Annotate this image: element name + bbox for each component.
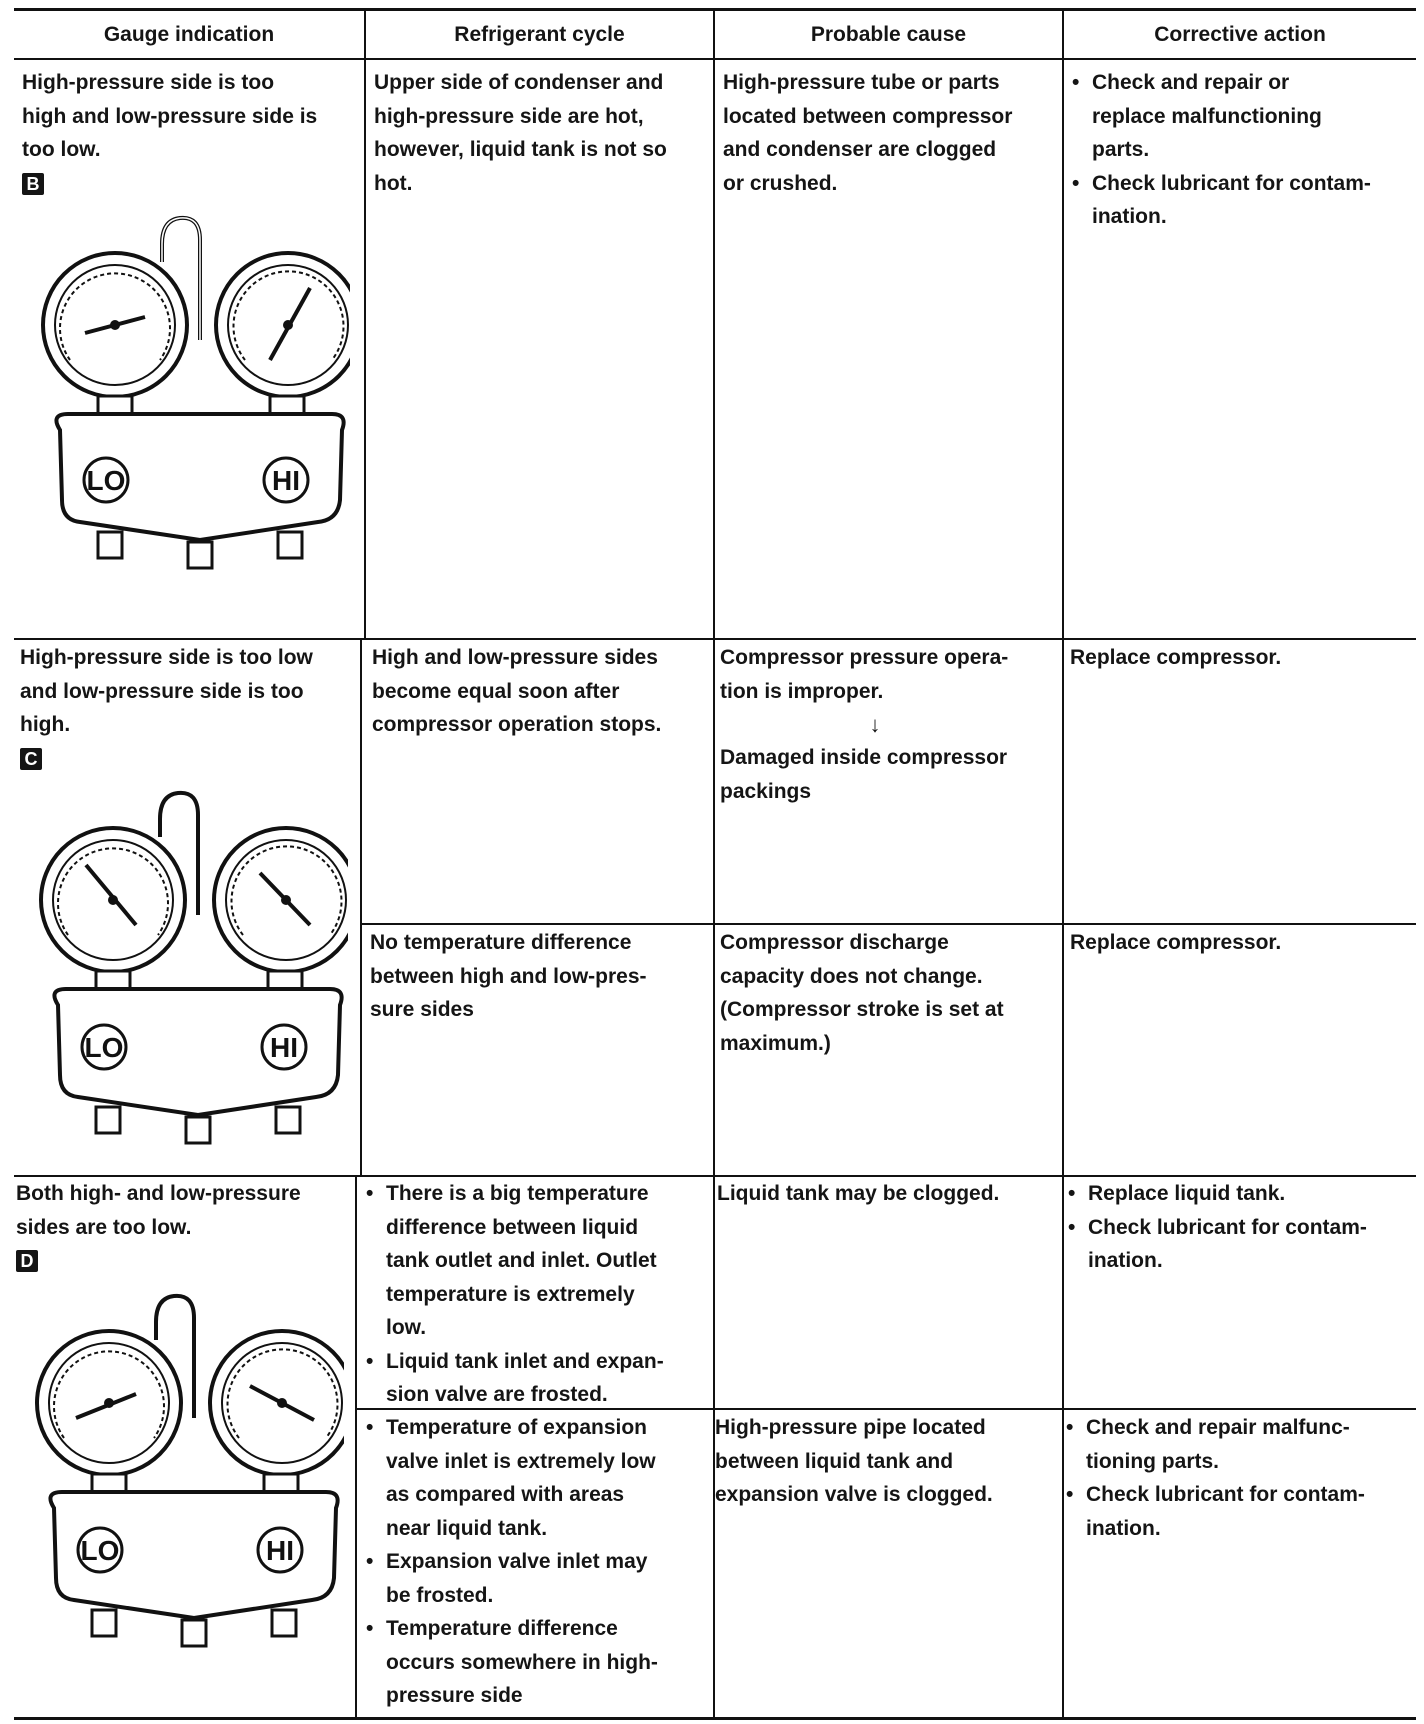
bullet-item: • Check lubricant for contam- ination. [1070, 167, 1371, 234]
text-line: tion is improper. [720, 679, 884, 703]
row-c-action-2 [1070, 926, 1281, 960]
subrow-divider-c [362, 923, 1416, 925]
header-probable-cause: Probable cause [810, 23, 967, 46]
row-d-cycle-2 [364, 1411, 658, 1713]
text-line: hot. [374, 171, 413, 195]
text-line: too low. [22, 138, 101, 161]
text-line: valve inlet is extremely low [386, 1449, 656, 1473]
row-c-action-1 [1070, 641, 1281, 675]
text-line: occurs somewhere in high- [386, 1650, 658, 1674]
row-b-refrigerant-cycle [374, 66, 667, 200]
text-line: Both high- and low-pressure [16, 1182, 301, 1205]
row-c-cause-2 [720, 926, 1004, 1060]
text-line: sion valve are frosted. [386, 1383, 608, 1406]
text-line: located between compressor [723, 104, 1013, 128]
header-gauge-indication: Gauge indication [103, 23, 275, 46]
row-c-cause-1 [720, 641, 1030, 808]
bullet-item: • Check lubricant for contam- ination. [1066, 1211, 1367, 1278]
hi-label: HI [270, 1032, 298, 1063]
text-line: ination. [1088, 1249, 1163, 1272]
text-line: tioning parts. [1086, 1449, 1219, 1473]
row-c-cycle-2 [370, 926, 647, 1027]
text-line: near liquid tank. [386, 1516, 548, 1540]
lo-label: LO [80, 1535, 120, 1566]
text-line: High-pressure tube or parts [723, 71, 1000, 94]
text-line: Temperature of expansion [386, 1416, 648, 1439]
text-line: high and low-pressure side is [22, 104, 318, 128]
text-line: capacity does not change. [720, 964, 983, 988]
text-line: packings [720, 779, 812, 803]
text-line: High-pressure side is too low [20, 646, 313, 669]
text-line: between high and low-pres- [370, 964, 647, 988]
bullet-item: • Check and repair or replace malfunctioning parts. [1070, 66, 1371, 167]
bullet-item: • Replace liquid tank. [1066, 1177, 1367, 1211]
text-line: Damaged inside compressor [720, 746, 1008, 769]
row-c-gauge-indication [20, 641, 313, 775]
table-top-border [14, 8, 1416, 11]
bullet-item: • Check and repair malfunc- tioning parts. [1064, 1411, 1365, 1478]
row-d-cycle-1 [364, 1177, 664, 1412]
header-divider [14, 58, 1416, 60]
text-line: expansion valve is clogged. [715, 1483, 993, 1506]
text-line: Liquid tank inlet and expan- [386, 1349, 664, 1373]
text-line: Upper side of condenser and [374, 71, 664, 94]
text-line: High and low-pressure sides [372, 646, 658, 669]
table-bottom-border [14, 1717, 1416, 1720]
col-divider-1 [364, 10, 366, 640]
text-line: ination. [1092, 205, 1167, 228]
lo-label: LO [86, 465, 126, 496]
manifold-gauge-illustration-c [18, 785, 348, 1145]
text-line: Check and repair or [1092, 71, 1290, 94]
hi-label: HI [272, 465, 300, 496]
text-line: sides are too low. [16, 1215, 192, 1239]
hi-label: HI [266, 1535, 294, 1566]
row-d-gauge-indication [16, 1177, 301, 1278]
row-d-action-2 [1064, 1411, 1365, 1545]
text-line: Check and repair malfunc- [1086, 1416, 1350, 1439]
text-line: compressor operation stops. [372, 713, 662, 736]
manifold-gauge-illustration-d [14, 1288, 344, 1658]
bullet-item: • There is a big temperature difference between liquid tank outlet and inlet. Outlet temperature is extremely low. [364, 1177, 664, 1345]
row-b-gauge-indication [22, 66, 317, 200]
text-line: high. [20, 713, 71, 736]
text-line: No temperature difference [370, 931, 632, 954]
header-corrective-action: Corrective action [1154, 23, 1326, 46]
row-label-badge: D [16, 1250, 38, 1272]
text-line: tank outlet and inlet. Outlet [386, 1249, 657, 1272]
text-line: become equal soon after [372, 679, 620, 703]
row-c-cycle-1 [372, 641, 661, 742]
text-line: however, liquid tank is not so [374, 138, 667, 161]
bullet-item: • Temperature of expansion valve inlet is extremely low as compared with areas near liquid tank. [364, 1411, 658, 1545]
text-line: Replace compressor. [1070, 646, 1282, 669]
text-line: or crushed. [723, 171, 838, 195]
text-line: Temperature difference [386, 1617, 618, 1640]
row-b-probable-cause [723, 66, 1012, 200]
text-line: high-pressure side are hot, [374, 104, 644, 128]
text-line: Compressor discharge [720, 931, 949, 954]
text-line: High-pressure pipe located [715, 1416, 986, 1439]
text-line: temperature is extremely [386, 1282, 635, 1306]
text-line: Expansion valve inlet may [386, 1550, 648, 1573]
text-line: Check lubricant for contam- [1092, 171, 1371, 195]
text-line: and low-pressure side is too [20, 679, 304, 703]
col-divider-1 [355, 1175, 357, 1718]
down-arrow-icon: ↓ [869, 712, 881, 737]
lo-label: LO [84, 1032, 124, 1063]
text-line: (Compressor stroke is set at [720, 998, 1004, 1021]
text-line: ination. [1086, 1516, 1161, 1540]
text-line: Check lubricant for contam- [1088, 1215, 1367, 1239]
text-line: and condenser are clogged [723, 138, 997, 161]
text-line: High-pressure side is too [22, 71, 275, 94]
text-line: low. [386, 1316, 427, 1339]
text-line: replace malfunctioning [1092, 104, 1322, 128]
text-line: Replace liquid tank. [1088, 1182, 1286, 1205]
text-line: Liquid tank may be clogged. [717, 1182, 1000, 1205]
text-line: pressure side [386, 1684, 523, 1707]
row-d-cause-2 [715, 1411, 993, 1512]
row-d-cause-1 [717, 1177, 999, 1211]
text-line: parts. [1092, 138, 1150, 161]
text-line: Compressor pressure opera- [720, 646, 1009, 669]
row-b-corrective-action [1070, 66, 1371, 234]
bullet-item: • Liquid tank inlet and expan- sion valve are frosted. [364, 1345, 664, 1412]
text-line: difference between liquid [386, 1215, 639, 1239]
col-divider-1 [360, 638, 362, 1177]
text-line: as compared with areas [386, 1483, 625, 1506]
header-refrigerant-cycle: Refrigerant cycle [454, 23, 625, 46]
text-line: sure sides [370, 998, 474, 1021]
text-line: be frosted. [386, 1583, 494, 1607]
row-label-badge: C [20, 748, 42, 770]
bullet-item: • Check lubricant for contam- ination. [1064, 1478, 1365, 1545]
text-line: between liquid tank and [715, 1449, 954, 1473]
text-line: There is a big temperature [386, 1182, 649, 1205]
row-divider-b-c [14, 638, 1416, 640]
manifold-gauge-illustration-b [20, 210, 350, 570]
text-line: Check lubricant for contam- [1086, 1483, 1365, 1506]
bullet-item: • Temperature difference occurs somewhere in high- pressure side [364, 1612, 658, 1713]
text-line: Replace compressor. [1070, 931, 1282, 954]
text-line: maximum.) [720, 1031, 831, 1055]
row-d-action-1 [1066, 1177, 1367, 1278]
row-label-badge: B [22, 173, 44, 195]
bullet-item: • Expansion valve inlet may be frosted. [364, 1545, 658, 1612]
